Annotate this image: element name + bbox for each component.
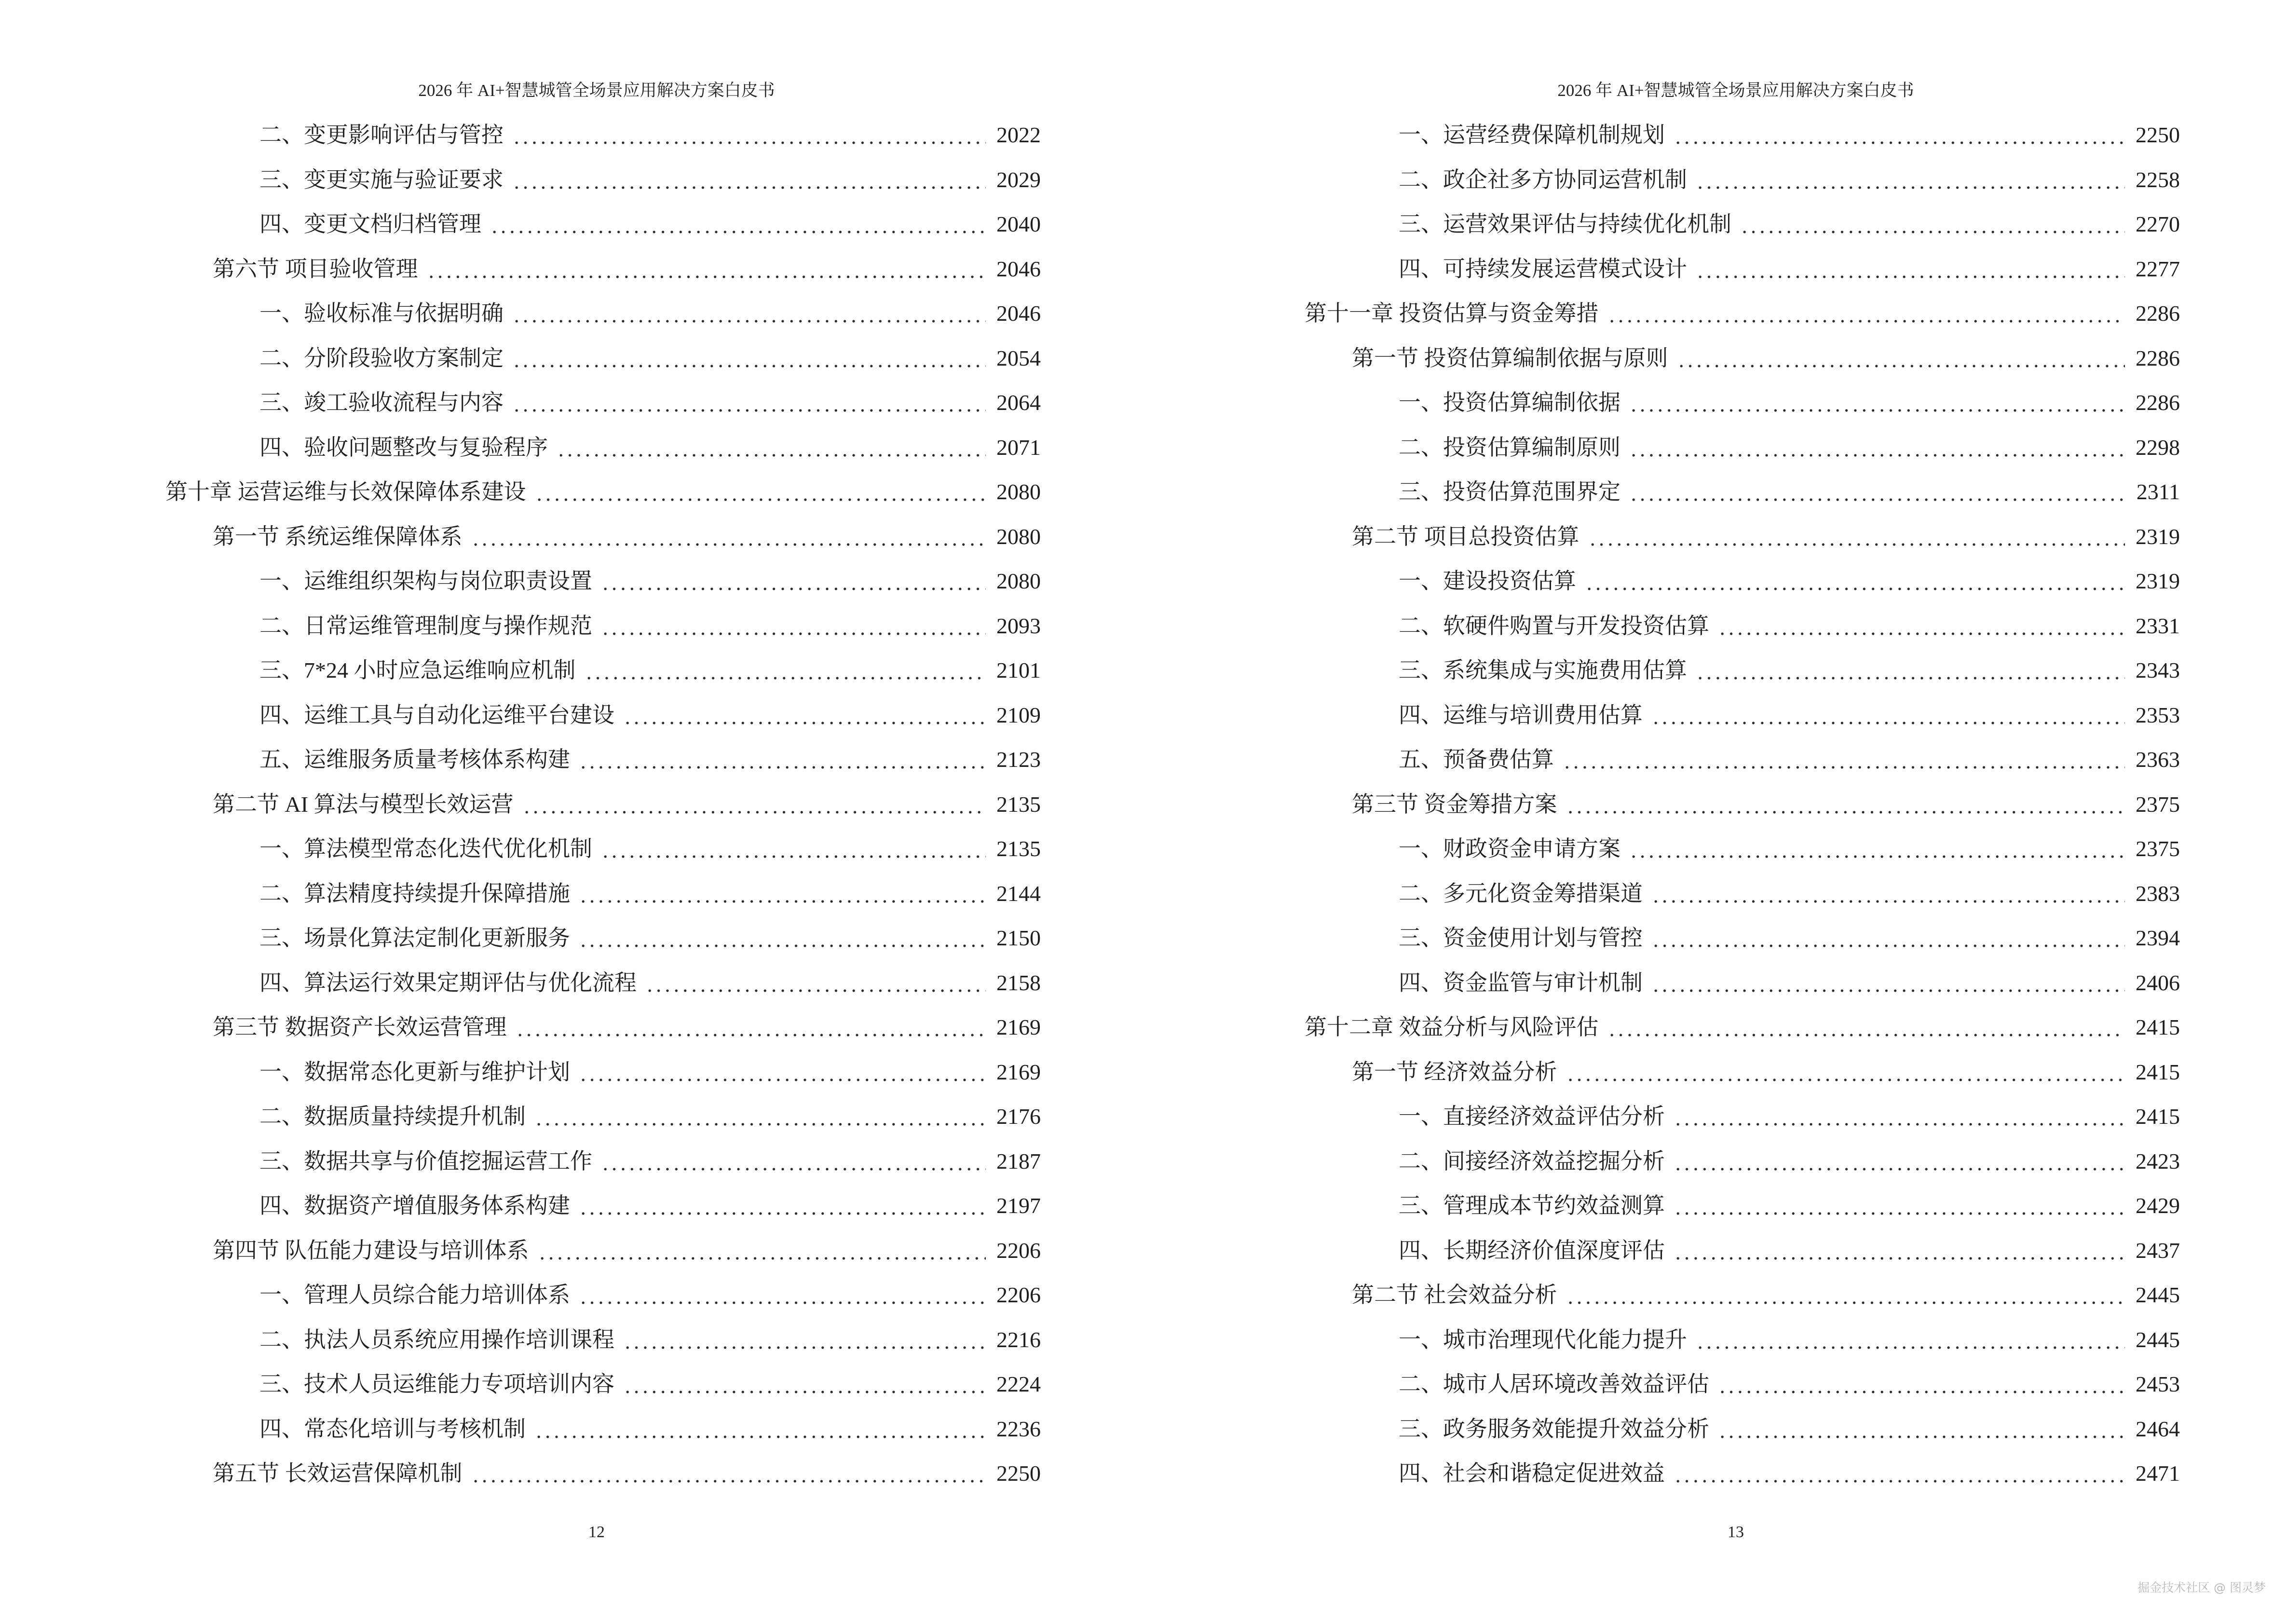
toc-entry-title: 第四节 队伍能力建设与培训体系: [213, 1238, 529, 1263]
toc-entry-title: 第二节 项目总投资估算: [1352, 524, 1579, 549]
toc-entry-title: 四、验收问题整改与复验程序: [259, 435, 548, 460]
toc-leader-dots: [623, 1318, 986, 1363]
table-of-contents: [1305, 113, 2180, 1496]
toc-subsection-entry: [165, 559, 1041, 604]
toc-subsection-entry: [1305, 916, 2180, 961]
toc-entry-page-number: 2046: [996, 256, 1041, 281]
toc-entry-page-number: 2331: [2136, 613, 2180, 638]
toc-entry-title: 二、分阶段验收方案制定: [259, 345, 504, 370]
toc-entry-page-number: 2029: [996, 167, 1041, 192]
toc-entry-title: 四、可持续发展运营模式设计: [1399, 256, 1687, 281]
toc-subsection-entry: [165, 158, 1041, 203]
toc-section-entry: [165, 247, 1041, 292]
toc-entry-title: 四、长期经济价值深度评估: [1399, 1238, 1665, 1263]
toc-leader-dots: [1607, 1005, 2125, 1050]
toc-section-entry: [165, 1005, 1041, 1050]
toc-entry-page-number: 2040: [996, 212, 1041, 236]
toc-entry-page-number: 2064: [996, 390, 1041, 415]
toc-entry-page-number: 2144: [996, 881, 1041, 906]
table-of-contents: [165, 113, 1041, 1496]
toc-subsection-entry: [1305, 470, 2180, 515]
toc-leader-dots: [522, 782, 986, 827]
toc-entry-page-number: 2394: [2136, 926, 2180, 950]
toc-leader-dots: [1651, 693, 2125, 738]
toc-section-entry: [1305, 782, 2180, 827]
toc-entry-page-number: 2101: [996, 658, 1041, 682]
toc-leader-dots: [1696, 158, 2125, 203]
toc-subsection-entry: [165, 961, 1041, 1006]
toc-entry-title: 一、建设投资估算: [1399, 569, 1576, 593]
toc-entry-title: 第十章 运营运维与长效保障体系建设: [165, 479, 526, 504]
toc-subsection-entry: [165, 872, 1041, 916]
toc-entry-title: 三、7*24 小时应急运维响应机制: [259, 658, 576, 682]
toc-entry-page-number: 2046: [996, 301, 1041, 326]
toc-leader-dots: [557, 425, 986, 470]
toc-entry-title: 二、数据质量持续提升机制: [259, 1104, 526, 1129]
toc-leader-dots: [1740, 202, 2125, 247]
toc-entry-page-number: 2319: [2136, 569, 2180, 593]
toc-chapter-entry: [1305, 1005, 2180, 1050]
toc-entry-page-number: 2415: [2136, 1059, 2180, 1084]
toc-entry-title: 二、政企社多方协同运营机制: [1399, 167, 1687, 192]
toc-entry-title: 四、常态化培训与考核机制: [259, 1416, 526, 1441]
toc-subsection-entry: [1305, 1451, 2180, 1496]
toc-entry-title: 四、资金监管与审计机制: [1399, 970, 1643, 995]
toc-entry-page-number: 2158: [996, 970, 1041, 995]
toc-entry-page-number: 2375: [2136, 836, 2180, 861]
toc-entry-title: 第五节 长效运营保障机制: [213, 1461, 463, 1486]
toc-subsection-entry: [165, 202, 1041, 247]
toc-entry-title: 二、日常运维管理制度与操作规范: [259, 613, 592, 638]
toc-entry-title: 三、数据共享与价值挖掘运营工作: [259, 1148, 592, 1174]
toc-subsection-entry: [165, 1318, 1041, 1363]
toc-entry-title: 四、数据资产增值服务体系构建: [259, 1193, 570, 1218]
toc-section-entry: [165, 1228, 1041, 1273]
toc-subsection-entry: [1305, 559, 2180, 604]
toc-subsection-entry: [165, 1273, 1041, 1318]
toc-entry-page-number: 2277: [2136, 256, 2180, 281]
toc-leader-dots: [623, 1362, 986, 1407]
toc-entry-page-number: 2135: [996, 836, 1041, 861]
toc-entry-title: 一、运维组织架构与岗位职责设置: [259, 569, 592, 593]
page-number: 12: [588, 1523, 605, 1541]
toc-entry-page-number: 2150: [996, 926, 1041, 950]
toc-entry-page-number: 2109: [996, 702, 1041, 727]
toc-leader-dots: [534, 1094, 986, 1139]
toc-entry-page-number: 2383: [2136, 881, 2180, 906]
toc-entry-page-number: 2298: [2136, 435, 2180, 460]
toc-entry-title: 第二节 AI 算法与模型长效运营: [213, 792, 514, 817]
toc-leader-dots: [1651, 961, 2125, 1006]
toc-leader-dots: [512, 336, 986, 381]
toc-subsection-entry: [1305, 1407, 2180, 1452]
toc-leader-dots: [1629, 425, 2125, 470]
toc-leader-dots: [512, 113, 986, 158]
toc-leader-dots: [471, 515, 986, 560]
toc-leader-dots: [1607, 291, 2125, 336]
toc-subsection-entry: [165, 693, 1041, 738]
toc-subsection-entry: [165, 381, 1041, 425]
toc-entry-page-number: 2415: [2136, 1104, 2180, 1129]
toc-leader-dots: [1718, 1362, 2125, 1407]
toc-leader-dots: [535, 470, 986, 515]
toc-entry-page-number: 2236: [996, 1416, 1041, 1441]
toc-leader-dots: [623, 693, 986, 738]
toc-subsection-entry: [1305, 693, 2180, 738]
toc-subsection-entry: [1305, 1228, 2180, 1273]
toc-leader-dots: [1677, 336, 2125, 381]
toc-subsection-entry: [1305, 961, 2180, 1006]
toc-subsection-entry: [1305, 1318, 2180, 1363]
toc-leader-dots: [471, 1451, 986, 1496]
toc-leader-dots: [1696, 648, 2125, 693]
toc-section-entry: [165, 1451, 1041, 1496]
toc-entry-page-number: 2343: [2136, 658, 2180, 682]
toc-leader-dots: [579, 1273, 986, 1318]
toc-entry-page-number: 2054: [996, 345, 1041, 370]
toc-leader-dots: [1563, 737, 2125, 782]
toc-leader-dots: [1674, 1228, 2125, 1273]
toc-entry-title: 第一节 经济效益分析: [1352, 1059, 1557, 1084]
toc-subsection-entry: [1305, 1139, 2180, 1184]
toc-entry-title: 三、政务服务效能提升效益分析: [1399, 1416, 1709, 1441]
toc-subsection-entry: [165, 1184, 1041, 1228]
toc-entry-title: 一、直接经济效益评估分析: [1399, 1104, 1665, 1129]
toc-chapter-entry: [1305, 291, 2180, 336]
toc-leader-dots: [1718, 1407, 2125, 1452]
toc-entry-page-number: 2415: [2136, 1015, 2180, 1039]
toc-subsection-entry: [165, 1362, 1041, 1407]
toc-subsection-entry: [1305, 247, 2180, 292]
toc-subsection-entry: [1305, 1362, 2180, 1407]
toc-leader-dots: [512, 291, 986, 336]
toc-entry-page-number: 2135: [996, 792, 1041, 817]
toc-entry-title: 二、投资估算编制原则: [1399, 435, 1620, 460]
toc-subsection-entry: [1305, 202, 2180, 247]
toc-leader-dots: [534, 1407, 986, 1452]
toc-subsection-entry: [165, 113, 1041, 158]
toc-leader-dots: [1674, 1184, 2125, 1228]
toc-leader-dots: [1718, 604, 2125, 649]
toc-leader-dots: [579, 916, 986, 961]
toc-entry-page-number: 2071: [996, 435, 1041, 460]
toc-leader-dots: [601, 559, 986, 604]
toc-entry-page-number: 2224: [996, 1372, 1041, 1396]
toc-subsection-entry: [165, 737, 1041, 782]
running-header: 2026 年 AI+智慧城管全场景应用解决方案白皮书: [418, 81, 775, 100]
toc-entry-title: 四、运维与培训费用估算: [1399, 702, 1643, 727]
toc-entry-title: 一、投资估算编制依据: [1399, 390, 1620, 415]
toc-entry-page-number: 2311: [2136, 479, 2180, 504]
toc-entry-page-number: 2197: [996, 1193, 1041, 1218]
toc-leader-dots: [579, 1184, 986, 1228]
toc-leader-dots: [645, 961, 986, 1006]
toc-entry-page-number: 2406: [2136, 970, 2180, 995]
toc-entry-page-number: 2216: [996, 1327, 1041, 1352]
toc-subsection-entry: [1305, 158, 2180, 203]
toc-entry-title: 二、算法精度持续提升保障措施: [259, 881, 570, 906]
toc-leader-dots: [1674, 1451, 2125, 1496]
toc-leader-dots: [1674, 1094, 2125, 1139]
toc-subsection-entry: [165, 604, 1041, 649]
watermark: 掘金技术社区 @ 图灵梦: [2137, 1581, 2266, 1595]
toc-entry-title: 第十二章 效益分析与风险评估: [1305, 1015, 1599, 1039]
toc-leader-dots: [1588, 515, 2125, 560]
toc-entry-page-number: 2445: [2136, 1283, 2180, 1307]
toc-leader-dots: [1629, 381, 2125, 425]
toc-leader-dots: [601, 604, 986, 649]
toc-leader-dots: [1629, 470, 2126, 515]
toc-entry-page-number: 2464: [2136, 1416, 2180, 1441]
toc-subsection-entry: [1305, 604, 2180, 649]
toc-subsection-entry: [165, 648, 1041, 693]
toc-entry-title: 三、管理成本节约效益测算: [1399, 1193, 1665, 1218]
toc-subsection-entry: [165, 291, 1041, 336]
toc-entry-title: 第十一章 投资估算与资金筹措: [1305, 301, 1599, 326]
toc-entry-page-number: 2445: [2136, 1327, 2180, 1352]
toc-entry-page-number: 2423: [2136, 1148, 2180, 1174]
toc-entry-title: 第一节 系统运维保障体系: [213, 524, 463, 549]
toc-subsection-entry: [1305, 381, 2180, 425]
toc-entry-title: 一、管理人员综合能力培训体系: [259, 1283, 570, 1307]
toc-subsection-entry: [1305, 113, 2180, 158]
toc-entry-page-number: 2353: [2136, 702, 2180, 727]
toc-entry-page-number: 2250: [2136, 123, 2180, 147]
toc-entry-page-number: 2176: [996, 1104, 1041, 1129]
toc-subsection-entry: [1305, 737, 2180, 782]
toc-leader-dots: [1629, 827, 2125, 872]
toc-entry-title: 五、运维服务质量考核体系构建: [259, 747, 570, 772]
toc-subsection-entry: [1305, 1184, 2180, 1228]
toc-leader-dots: [512, 381, 986, 425]
toc-entry-page-number: 2169: [996, 1015, 1041, 1039]
page-right: [1144, 0, 2287, 1624]
toc-chapter-entry: [165, 470, 1041, 515]
toc-entry-title: 第二节 社会效益分析: [1352, 1283, 1557, 1307]
toc-entry-page-number: 2286: [2136, 345, 2180, 370]
toc-entry-title: 一、运营经费保障机制规划: [1399, 123, 1665, 147]
toc-entry-page-number: 2206: [996, 1238, 1041, 1263]
toc-entry-title: 第六节 项目验收管理: [213, 256, 418, 281]
toc-entry-page-number: 2437: [2136, 1238, 2180, 1263]
toc-leader-dots: [538, 1228, 986, 1273]
toc-entry-title: 四、运维工具与自动化运维平台建设: [259, 702, 614, 727]
toc-entry-page-number: 2286: [2136, 301, 2180, 326]
toc-entry-page-number: 2471: [2136, 1461, 2180, 1486]
toc-leader-dots: [601, 1139, 986, 1184]
toc-entry-page-number: 2169: [996, 1059, 1041, 1084]
toc-entry-title: 第三节 资金筹措方案: [1352, 792, 1557, 817]
toc-section-entry: [165, 515, 1041, 560]
toc-entry-title: 二、间接经济效益挖掘分析: [1399, 1148, 1665, 1174]
toc-section-entry: [1305, 515, 2180, 560]
toc-leader-dots: [1674, 113, 2125, 158]
toc-entry-title: 第三节 数据资产长效运营管理: [213, 1015, 507, 1039]
toc-entry-page-number: 2286: [2136, 390, 2180, 415]
toc-entry-page-number: 2080: [996, 479, 1041, 504]
toc-entry-page-number: 2080: [996, 569, 1041, 593]
toc-subsection-entry: [165, 827, 1041, 872]
toc-leader-dots: [1696, 1318, 2125, 1363]
toc-leader-dots: [427, 247, 986, 292]
toc-leader-dots: [516, 1005, 986, 1050]
toc-subsection-entry: [165, 916, 1041, 961]
toc-entry-page-number: 2206: [996, 1283, 1041, 1307]
toc-entry-title: 二、软硬件购置与开发投资估算: [1399, 613, 1709, 638]
toc-subsection-entry: [1305, 1094, 2180, 1139]
toc-leader-dots: [490, 202, 986, 247]
toc-entry-page-number: 2319: [2136, 524, 2180, 549]
toc-leader-dots: [601, 827, 986, 872]
toc-subsection-entry: [1305, 648, 2180, 693]
toc-entry-page-number: 2250: [996, 1461, 1041, 1486]
toc-entry-title: 三、变更实施与验证要求: [259, 167, 504, 192]
toc-section-entry: [1305, 1273, 2180, 1318]
toc-entry-title: 五、预备费估算: [1399, 747, 1554, 772]
toc-subsection-entry: [165, 1407, 1041, 1452]
toc-leader-dots: [1585, 559, 2125, 604]
toc-leader-dots: [1566, 782, 2125, 827]
toc-leader-dots: [585, 648, 986, 693]
toc-entry-page-number: 2363: [2136, 747, 2180, 772]
toc-entry-page-number: 2187: [996, 1148, 1041, 1174]
toc-leader-dots: [579, 1050, 986, 1095]
toc-entry-page-number: 2375: [2136, 792, 2180, 817]
toc-entry-title: 三、场景化算法定制化更新服务: [259, 926, 570, 950]
toc-entry-page-number: 2093: [996, 613, 1041, 638]
toc-section-entry: [1305, 336, 2180, 381]
toc-subsection-entry: [165, 1050, 1041, 1095]
toc-entry-page-number: 2453: [2136, 1372, 2180, 1396]
toc-subsection-entry: [1305, 872, 2180, 916]
toc-subsection-entry: [165, 1094, 1041, 1139]
toc-entry-title: 四、算法运行效果定期评估与优化流程: [259, 970, 637, 995]
toc-leader-dots: [512, 158, 986, 203]
toc-leader-dots: [1651, 916, 2125, 961]
toc-entry-title: 一、算法模型常态化迭代优化机制: [259, 836, 592, 861]
toc-entry-title: 四、社会和谐稳定促进效益: [1399, 1461, 1665, 1486]
toc-entry-title: 一、财政资金申请方案: [1399, 836, 1620, 861]
toc-leader-dots: [579, 872, 986, 916]
toc-subsection-entry: [165, 336, 1041, 381]
toc-entry-title: 一、验收标准与依据明确: [259, 301, 504, 326]
toc-entry-title: 三、技术人员运维能力专项培训内容: [259, 1372, 614, 1396]
toc-entry-title: 二、变更影响评估与管控: [259, 123, 504, 147]
toc-entry-title: 三、投资估算范围界定: [1399, 479, 1620, 504]
toc-entry-title: 一、数据常态化更新与维护计划: [259, 1059, 570, 1084]
toc-leader-dots: [1674, 1139, 2125, 1184]
toc-entry-title: 三、资金使用计划与管控: [1399, 926, 1643, 950]
toc-entry-page-number: 2258: [2136, 167, 2180, 192]
page-number: 13: [1728, 1523, 1744, 1541]
toc-entry-title: 四、变更文档归档管理: [259, 212, 481, 236]
toc-entry-title: 一、城市治理现代化能力提升: [1399, 1327, 1687, 1352]
toc-section-entry: [165, 782, 1041, 827]
toc-subsection-entry: [165, 1139, 1041, 1184]
toc-entry-title: 三、竣工验收流程与内容: [259, 390, 504, 415]
toc-entry-title: 三、系统集成与实施费用估算: [1399, 658, 1687, 682]
toc-leader-dots: [579, 737, 986, 782]
toc-subsection-entry: [1305, 827, 2180, 872]
toc-subsection-entry: [1305, 425, 2180, 470]
toc-entry-page-number: 2123: [996, 747, 1041, 772]
toc-entry-title: 三、运营效果评估与持续优化机制: [1399, 212, 1731, 236]
toc-entry-page-number: 2080: [996, 524, 1041, 549]
toc-entry-title: 二、多元化资金筹措渠道: [1399, 881, 1643, 906]
toc-leader-dots: [1566, 1050, 2125, 1095]
running-header: 2026 年 AI+智慧城管全场景应用解决方案白皮书: [1557, 81, 1914, 100]
toc-leader-dots: [1566, 1273, 2125, 1318]
toc-entry-title: 第一节 投资估算编制依据与原则: [1352, 345, 1668, 370]
toc-subsection-entry: [165, 425, 1041, 470]
toc-entry-page-number: 2022: [996, 123, 1041, 147]
toc-leader-dots: [1651, 872, 2125, 916]
toc-entry-page-number: 2270: [2136, 212, 2180, 236]
toc-entry-page-number: 2429: [2136, 1193, 2180, 1218]
toc-section-entry: [1305, 1050, 2180, 1095]
toc-entry-title: 二、执法人员系统应用操作培训课程: [259, 1327, 614, 1352]
toc-leader-dots: [1696, 247, 2125, 292]
toc-entry-title: 二、城市人居环境改善效益评估: [1399, 1372, 1709, 1396]
